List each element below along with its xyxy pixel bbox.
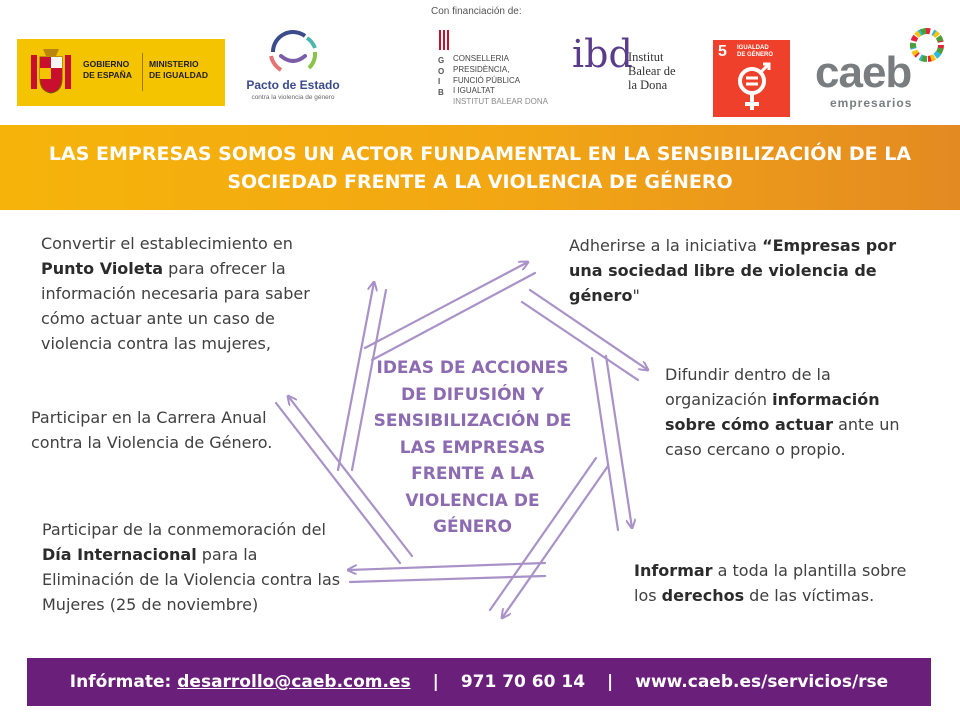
headline-text: LAS EMPRESAS SOMOS UN ACTOR FUNDAMENTAL EN LA SENSIBILIZACIÓN DE LA SOCIEDAD FRENTE A LA VIOLENCIA DE GÉNERO (48, 142, 912, 193)
action-informar: Informar a toda la plantilla sobre los derechos de las víctimas. (634, 561, 907, 605)
arrow-to-adherirse (365, 262, 535, 360)
informar-bold: Informar (634, 561, 713, 580)
ods-label: IGUALDAD DE GÉNERO (737, 45, 774, 58)
dia-internacional-bold: Día Internacional (42, 545, 197, 564)
contact-footer (27, 658, 931, 706)
action-adherirse: Adherirse a la iniciativa “Empresas por una sociedad libre de violencia de género" (569, 236, 897, 305)
action-difundir: Difundir dentro de la organización información sobre cómo actuar ante un caso cercano o propio. (665, 365, 900, 459)
ods-number: 5 (718, 43, 727, 60)
action-conmemoracion: Participar de la conmemoración del Día Internacional para la Eliminación de la Violencia contra las Mujeres (25 de noviembre) (42, 520, 341, 614)
website-link[interactable]: www.caeb.es/servicios/rse (635, 672, 889, 692)
footer-label: Infórmate: (69, 672, 172, 692)
ibd-mark: ibd (572, 32, 633, 76)
ibd-name: Institut Balear de la Dona (628, 50, 676, 92)
funding-label: Con financiación de: (431, 6, 522, 17)
goib-letters: G O I B (438, 56, 445, 97)
center-title: IDEAS DE ACCIONES DE DIFUSIÓN Y SENSIBILIZACIÓN DE LAS EMPRESAS FRENTE A LA VIOLENCIA DE GÉNERO (373, 358, 572, 537)
pacto-name: Pacto de Estado (246, 78, 340, 92)
adherirse-bold: “Empresas por una sociedad libre de violencia de género (569, 236, 897, 305)
caeb-word: caeb (815, 48, 912, 97)
caeb-sub: empresarios (830, 96, 913, 110)
difundir-bold: información sobre cómo actuar (665, 390, 880, 434)
footer-separator: | (607, 672, 614, 692)
email-link[interactable]: desarrollo@caeb.com.es (177, 672, 411, 692)
pacto-subtitle: contra la violencia de género (251, 94, 335, 101)
action-carrera: Participar en la Carrera Anual contra la Violencia de Género. (31, 408, 273, 452)
phone-number[interactable]: 971 70 60 14 (460, 672, 586, 692)
derechos-bold: derechos (661, 586, 745, 605)
gobierno-text: GOBIERNO DE ESPAÑA (83, 59, 132, 80)
footer-separator: | (432, 672, 439, 692)
punto-violeta-bold: Punto Violeta (41, 259, 164, 278)
ministerio-text: MINISTERIO DE IGUALDAD (149, 59, 209, 80)
arrow-to-informar (592, 356, 632, 530)
goib-text: CONSELLERIA PRESIDÈNCIA, FUNCIÓ PÚBLICA I IGUALTAT INSTITUT BALEAR DONA (453, 54, 548, 107)
action-punto-violeta: Convertir el establecimiento en Punto Violeta para ofrecer la información necesaria para saber cómo actuar ante un caso de violencia contra las mujeres, (41, 234, 310, 353)
